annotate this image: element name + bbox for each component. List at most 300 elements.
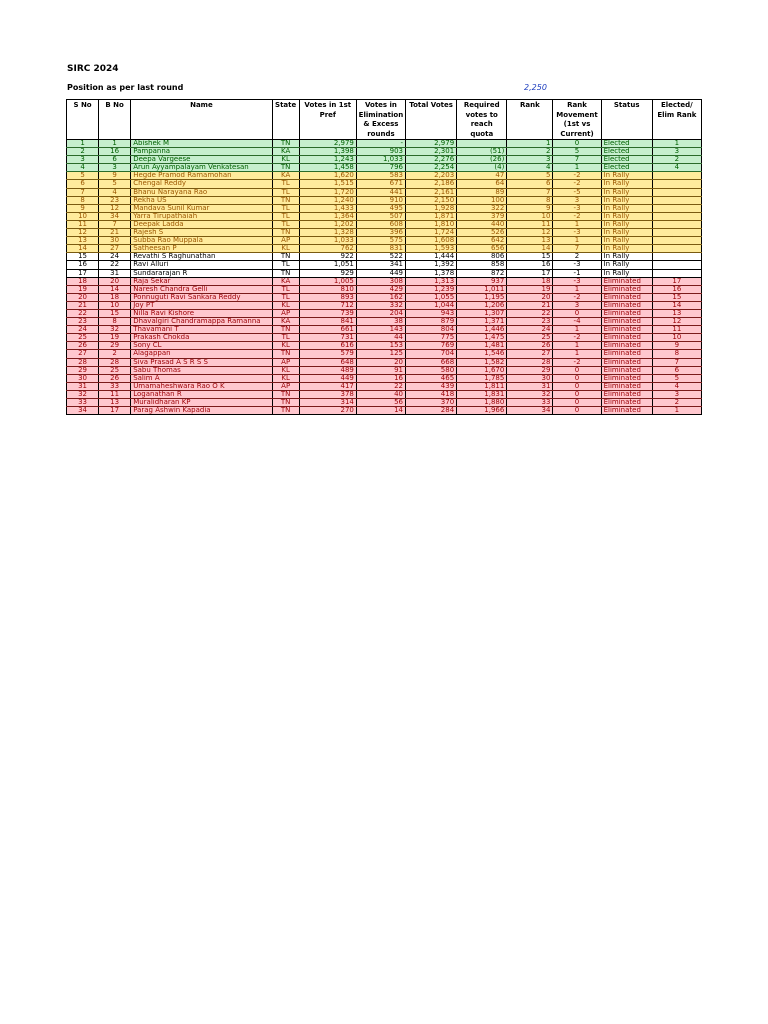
cell-rank-movement: -1 (553, 269, 601, 277)
cell-total: 1,608 (406, 237, 457, 245)
cell-bno: 11 (99, 390, 131, 398)
cell-elim-excess: 831 (356, 245, 405, 253)
cell-elim-excess: 441 (356, 188, 405, 196)
cell-total: 1,593 (406, 245, 457, 253)
cell-total: 1,378 (406, 269, 457, 277)
cell-rank: 16 (507, 261, 553, 269)
cell-sno: 4 (67, 164, 99, 172)
cell-elected-elim-rank: 8 (652, 350, 701, 358)
cell-elim-excess: 341 (356, 261, 405, 269)
table-row (67, 164, 702, 172)
cell-elected-elim-rank: 13 (652, 309, 701, 317)
cell-required: 1,880 (457, 399, 507, 407)
cell-state: AP (272, 358, 299, 366)
cell-sno: 15 (67, 253, 99, 261)
cell-first-pref: 841 (299, 318, 356, 326)
cell-sno: 8 (67, 196, 99, 204)
cell-name: Sabu Thomas (131, 366, 272, 374)
cell-sno: 30 (67, 374, 99, 382)
cell-bno: 5 (99, 180, 131, 188)
cell-status: Eliminated (601, 390, 652, 398)
table-row (67, 399, 702, 407)
cell-elim-excess: 56 (356, 399, 405, 407)
cell-elim-excess: 575 (356, 237, 405, 245)
cell-status: Eliminated (601, 342, 652, 350)
cell-total: 2,276 (406, 156, 457, 164)
cell-elected-elim-rank: 5 (652, 374, 701, 382)
cell-rank: 7 (507, 188, 553, 196)
cell-elim-excess: 1,033 (356, 156, 405, 164)
cell-first-pref: 1,620 (299, 172, 356, 180)
cell-name: Ponnuguti Ravi Sankara Reddy (131, 293, 272, 301)
cell-first-pref: 648 (299, 358, 356, 366)
cell-elim-excess: 20 (356, 358, 405, 366)
cell-status: Eliminated (601, 382, 652, 390)
cell-status: Eliminated (601, 407, 652, 415)
cell-elim-excess: 91 (356, 366, 405, 374)
cell-name: Rekha US (131, 196, 272, 204)
cell-sno: 20 (67, 293, 99, 301)
cell-bno: 14 (99, 285, 131, 293)
cell-rank: 6 (507, 180, 553, 188)
cell-sno: 17 (67, 269, 99, 277)
cell-elected-elim-rank (652, 172, 701, 180)
cell-bno: 32 (99, 326, 131, 334)
cell-rank: 18 (507, 277, 553, 285)
cell-status: In Rally (601, 212, 652, 220)
cell-sno: 27 (67, 350, 99, 358)
cell-bno: 24 (99, 253, 131, 261)
cell-elected-elim-rank: 10 (652, 334, 701, 342)
cell-first-pref: 314 (299, 399, 356, 407)
cell-first-pref: 661 (299, 326, 356, 334)
cell-state: TL (272, 212, 299, 220)
cell-state: TN (272, 390, 299, 398)
cell-state: TN (272, 399, 299, 407)
cell-rank: 15 (507, 253, 553, 261)
cell-elected-elim-rank: 4 (652, 382, 701, 390)
cell-state: TL (272, 334, 299, 342)
cell-total: 439 (406, 382, 457, 390)
cell-name: Deepa Vargeese (131, 156, 272, 164)
cell-state: TL (272, 220, 299, 228)
cell-rank: 22 (507, 309, 553, 317)
cell-name: Chengal Reddy (131, 180, 272, 188)
cell-rank: 13 (507, 237, 553, 245)
cell-required: 1,582 (457, 358, 507, 366)
cell-bno: 22 (99, 261, 131, 269)
cell-sno: 23 (67, 318, 99, 326)
cell-required: 379 (457, 212, 507, 220)
cell-required: 1,785 (457, 374, 507, 382)
cell-first-pref: 1,328 (299, 229, 356, 237)
cell-elected-elim-rank (652, 188, 701, 196)
cell-first-pref: 1,243 (299, 156, 356, 164)
cell-first-pref: 417 (299, 382, 356, 390)
cell-total: 1,055 (406, 293, 457, 301)
table-row (67, 140, 702, 148)
cell-required: 1,481 (457, 342, 507, 350)
cell-bno: 23 (99, 196, 131, 204)
cell-elim-excess: 449 (356, 269, 405, 277)
cell-total: 1,810 (406, 220, 457, 228)
cell-first-pref: 1,005 (299, 277, 356, 285)
cell-required: (51) (457, 148, 507, 156)
cell-rank: 21 (507, 301, 553, 309)
cell-state: TL (272, 261, 299, 269)
cell-sno: 31 (67, 382, 99, 390)
table-row (67, 220, 702, 228)
table-row (67, 301, 702, 309)
cell-total: 2,979 (406, 140, 457, 148)
cell-status: In Rally (601, 245, 652, 253)
cell-bno: 6 (99, 156, 131, 164)
cell-rank-movement: 0 (553, 399, 601, 407)
cell-elected-elim-rank (652, 212, 701, 220)
cell-state: KL (272, 374, 299, 382)
cell-rank: 33 (507, 399, 553, 407)
cell-elected-elim-rank (652, 229, 701, 237)
cell-elim-excess: 910 (356, 196, 405, 204)
cell-name: Raja Sekar (131, 277, 272, 285)
cell-rank: 14 (507, 245, 553, 253)
cell-sno: 5 (67, 172, 99, 180)
cell-rank-movement: 3 (553, 196, 601, 204)
cell-first-pref: 449 (299, 374, 356, 382)
cell-total: 879 (406, 318, 457, 326)
cell-state: TN (272, 229, 299, 237)
cell-elected-elim-rank: 4 (652, 164, 701, 172)
cell-elected-elim-rank (652, 220, 701, 228)
cell-sno: 1 (67, 140, 99, 148)
cell-total: 704 (406, 350, 457, 358)
cell-first-pref: 1,240 (299, 196, 356, 204)
cell-elim-excess: 332 (356, 301, 405, 309)
cell-rank: 20 (507, 293, 553, 301)
cell-elim-excess: 162 (356, 293, 405, 301)
cell-sno: 14 (67, 245, 99, 253)
cell-rank-movement: 0 (553, 140, 601, 148)
table-row (67, 237, 702, 245)
header-row (67, 100, 702, 140)
cell-state: KL (272, 156, 299, 164)
cell-bno: 28 (99, 358, 131, 366)
cell-elim-excess: 40 (356, 390, 405, 398)
cell-bno: 16 (99, 148, 131, 156)
cell-status: Eliminated (601, 358, 652, 366)
cell-status: Eliminated (601, 293, 652, 301)
cell-rank: 24 (507, 326, 553, 334)
cell-total: 465 (406, 374, 457, 382)
table-row (67, 382, 702, 390)
cell-rank: 29 (507, 366, 553, 374)
cell-rank-movement: -2 (553, 180, 601, 188)
cell-rank: 9 (507, 204, 553, 212)
cell-elected-elim-rank: 14 (652, 301, 701, 309)
cell-status: In Rally (601, 237, 652, 245)
cell-sno: 16 (67, 261, 99, 269)
col-header-status: Status (601, 100, 652, 140)
cell-elected-elim-rank: 7 (652, 358, 701, 366)
cell-elected-elim-rank (652, 180, 701, 188)
cell-name: Naresh Chandra Gelli (131, 285, 272, 293)
cell-status: In Rally (601, 220, 652, 228)
cell-bno: 19 (99, 334, 131, 342)
cell-sno: 25 (67, 334, 99, 342)
cell-name: Sundararajan R (131, 269, 272, 277)
quota-value: 2,250 (524, 83, 547, 92)
cell-total: 284 (406, 407, 457, 415)
cell-rank: 34 (507, 407, 553, 415)
cell-state: AP (272, 382, 299, 390)
cell-status: Eliminated (601, 334, 652, 342)
cell-state: TN (272, 253, 299, 261)
cell-elected-elim-rank: 1 (652, 407, 701, 415)
cell-first-pref: 731 (299, 334, 356, 342)
cell-bno: 26 (99, 374, 131, 382)
table-row (67, 277, 702, 285)
cell-rank: 3 (507, 156, 553, 164)
cell-elected-elim-rank: 2 (652, 399, 701, 407)
cell-name: Arun Ayyampalayam Venkatesan (131, 164, 272, 172)
cell-elim-excess: 204 (356, 309, 405, 317)
cell-elim-excess: 796 (356, 164, 405, 172)
cell-state: KL (272, 342, 299, 350)
cell-name: Thavamani T (131, 326, 272, 334)
cell-total: 1,928 (406, 204, 457, 212)
col-header-state: State (272, 100, 299, 140)
cell-rank: 11 (507, 220, 553, 228)
cell-bno: 10 (99, 301, 131, 309)
cell-sno: 18 (67, 277, 99, 285)
cell-status: Elected (601, 148, 652, 156)
cell-elim-excess: 583 (356, 172, 405, 180)
cell-rank: 19 (507, 285, 553, 293)
cell-required: 1,811 (457, 382, 507, 390)
cell-first-pref: 1,458 (299, 164, 356, 172)
cell-state: TN (272, 164, 299, 172)
col-header-elected-elim-rank: Elected/ Elim Rank (652, 100, 701, 140)
cell-state: TN (272, 407, 299, 415)
cell-sno: 29 (67, 366, 99, 374)
cell-required: 1,475 (457, 334, 507, 342)
cell-rank: 26 (507, 342, 553, 350)
cell-first-pref: 922 (299, 253, 356, 261)
cell-name: Abishek M (131, 140, 272, 148)
cell-bno: 25 (99, 366, 131, 374)
table-row (67, 229, 702, 237)
cell-rank-movement: 7 (553, 156, 601, 164)
cell-status: In Rally (601, 269, 652, 277)
cell-rank: 12 (507, 229, 553, 237)
cell-state: KA (272, 148, 299, 156)
cell-rank: 8 (507, 196, 553, 204)
cell-total: 1,871 (406, 212, 457, 220)
cell-rank-movement: 7 (553, 245, 601, 253)
cell-sno: 32 (67, 390, 99, 398)
cell-rank-movement: -4 (553, 318, 601, 326)
document-subtitle: Position as per last round (67, 83, 184, 92)
cell-elected-elim-rank (652, 196, 701, 204)
cell-name: Mandava Sunil Kumar (131, 204, 272, 212)
cell-sno: 21 (67, 301, 99, 309)
cell-total: 2,254 (406, 164, 457, 172)
cell-required: 1,670 (457, 366, 507, 374)
table-row (67, 156, 702, 164)
cell-bno: 18 (99, 293, 131, 301)
table-row (67, 390, 702, 398)
cell-sno: 19 (67, 285, 99, 293)
table-row (67, 196, 702, 204)
cell-required (457, 140, 507, 148)
col-header-required: Required votes to reach quota (457, 100, 507, 140)
cell-state: KA (272, 172, 299, 180)
cell-bno: 9 (99, 172, 131, 180)
table-row (67, 253, 702, 261)
cell-state: TL (272, 188, 299, 196)
cell-bno: 34 (99, 212, 131, 220)
cell-status: Elected (601, 140, 652, 148)
cell-status: Eliminated (601, 301, 652, 309)
cell-sno: 11 (67, 220, 99, 228)
cell-first-pref: 1,433 (299, 204, 356, 212)
cell-status: Eliminated (601, 309, 652, 317)
cell-rank-movement: -3 (553, 277, 601, 285)
cell-bno: 7 (99, 220, 131, 228)
cell-required: 1,546 (457, 350, 507, 358)
cell-elected-elim-rank: 12 (652, 318, 701, 326)
cell-rank-movement: -2 (553, 293, 601, 301)
table-row (67, 172, 702, 180)
table-row (67, 350, 702, 358)
cell-bno: 30 (99, 237, 131, 245)
cell-rank-movement: 2 (553, 253, 601, 261)
cell-required: (4) (457, 164, 507, 172)
cell-first-pref: 1,051 (299, 261, 356, 269)
cell-rank-movement: 1 (553, 350, 601, 358)
results-table (66, 99, 702, 415)
cell-elim-excess: 429 (356, 285, 405, 293)
cell-rank-movement: 1 (553, 237, 601, 245)
cell-first-pref: 1,033 (299, 237, 356, 245)
cell-required: 1,195 (457, 293, 507, 301)
cell-name: Hegde Pramod Ramamohan (131, 172, 272, 180)
cell-rank-movement: 0 (553, 309, 601, 317)
table-row (67, 358, 702, 366)
cell-state: TN (272, 350, 299, 358)
cell-elected-elim-rank: 9 (652, 342, 701, 350)
cell-required: 47 (457, 172, 507, 180)
cell-rank-movement: -3 (553, 229, 601, 237)
cell-elim-excess: 125 (356, 350, 405, 358)
cell-status: Eliminated (601, 326, 652, 334)
cell-sno: 22 (67, 309, 99, 317)
cell-status: In Rally (601, 196, 652, 204)
cell-sno: 2 (67, 148, 99, 156)
cell-name: Prakash Chokda (131, 334, 272, 342)
table-row (67, 285, 702, 293)
cell-elected-elim-rank (652, 253, 701, 261)
cell-elim-excess: 507 (356, 212, 405, 220)
cell-total: 2,150 (406, 196, 457, 204)
cell-required: 1,966 (457, 407, 507, 415)
cell-name: Sony CL (131, 342, 272, 350)
cell-bno: 20 (99, 277, 131, 285)
cell-total: 580 (406, 366, 457, 374)
cell-name: Loganathan R (131, 390, 272, 398)
table-row (67, 342, 702, 350)
cell-status: Eliminated (601, 318, 652, 326)
cell-state: TL (272, 293, 299, 301)
cell-bno: 2 (99, 350, 131, 358)
cell-first-pref: 1,720 (299, 188, 356, 196)
cell-elim-excess: 38 (356, 318, 405, 326)
cell-elected-elim-rank: 3 (652, 390, 701, 398)
cell-bno: 17 (99, 407, 131, 415)
cell-required: 440 (457, 220, 507, 228)
cell-total: 370 (406, 399, 457, 407)
cell-first-pref: 1,398 (299, 148, 356, 156)
cell-elim-excess: 22 (356, 382, 405, 390)
cell-total: 668 (406, 358, 457, 366)
cell-status: Eliminated (601, 277, 652, 285)
col-header-sno: S No (67, 100, 99, 140)
cell-elected-elim-rank: 15 (652, 293, 701, 301)
cell-elim-excess: 143 (356, 326, 405, 334)
cell-state: TL (272, 204, 299, 212)
table-row (67, 261, 702, 269)
table-row (67, 334, 702, 342)
cell-elim-excess: 522 (356, 253, 405, 261)
cell-name: Salim A (131, 374, 272, 382)
cell-bno: 13 (99, 399, 131, 407)
cell-name: Subba Rao Muppala (131, 237, 272, 245)
cell-rank-movement: 0 (553, 407, 601, 415)
cell-name: Joy PT (131, 301, 272, 309)
cell-name: Pampanna (131, 148, 272, 156)
cell-name: Alagappan (131, 350, 272, 358)
table-row (67, 407, 702, 415)
cell-status: In Rally (601, 261, 652, 269)
cell-required: 1,831 (457, 390, 507, 398)
table-row (67, 245, 702, 253)
cell-sno: 34 (67, 407, 99, 415)
cell-required: 1,446 (457, 326, 507, 334)
cell-bno: 27 (99, 245, 131, 253)
table-row (67, 212, 702, 220)
cell-total: 804 (406, 326, 457, 334)
table-row (67, 318, 702, 326)
cell-required: 1,206 (457, 301, 507, 309)
cell-required: (26) (457, 156, 507, 164)
cell-total: 775 (406, 334, 457, 342)
cell-name: Muralidharan KP (131, 399, 272, 407)
cell-state: KL (272, 366, 299, 374)
cell-rank-movement: 5 (553, 148, 601, 156)
cell-name: Ravi Alluri (131, 261, 272, 269)
cell-status: Eliminated (601, 350, 652, 358)
cell-required: 1,371 (457, 318, 507, 326)
cell-elim-excess: 608 (356, 220, 405, 228)
cell-required: 64 (457, 180, 507, 188)
cell-name: Revathi S Raghunathan (131, 253, 272, 261)
cell-required: 937 (457, 277, 507, 285)
cell-rank: 17 (507, 269, 553, 277)
table-row (67, 180, 702, 188)
cell-required: 1,307 (457, 309, 507, 317)
cell-state: TN (272, 196, 299, 204)
cell-elim-excess: 16 (356, 374, 405, 382)
